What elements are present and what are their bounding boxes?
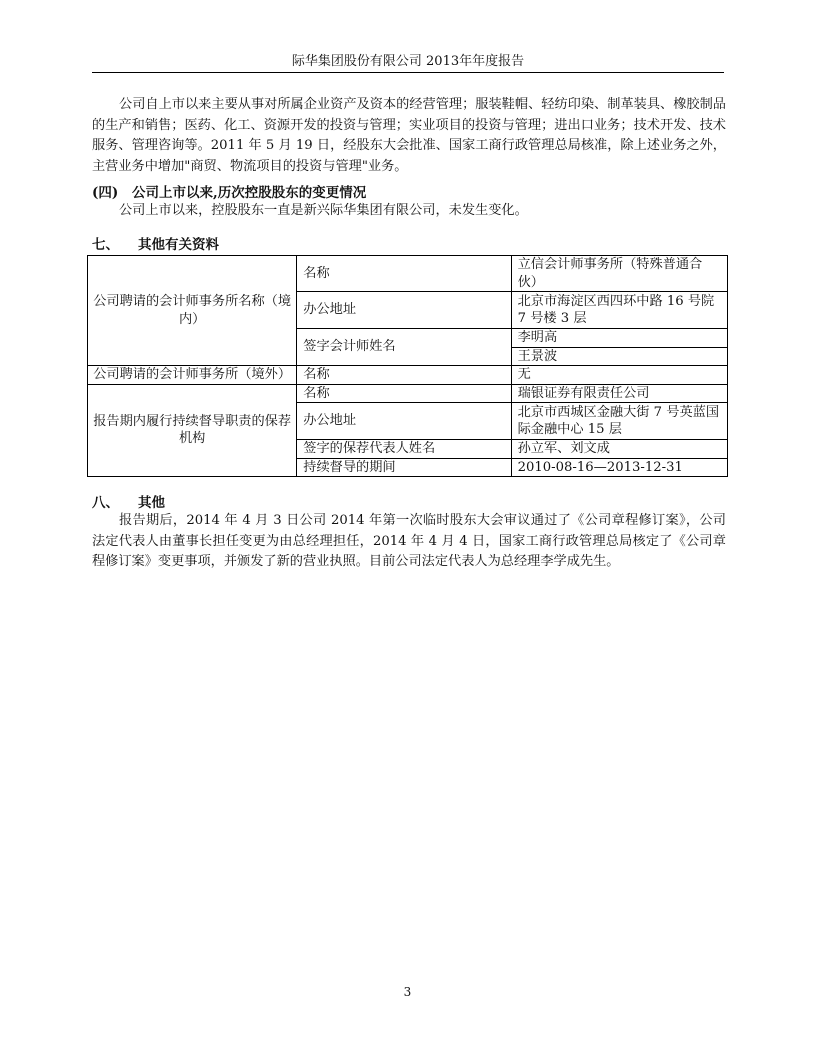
page-number: 3 <box>403 985 412 999</box>
domestic-firm-label: 公司聘请的会计师事务所名称（境内） <box>88 256 297 366</box>
section-four-title: 公司上市以来,历次控股股东的变更情况 <box>132 185 367 201</box>
header-divider <box>92 72 724 73</box>
section-four-heading <box>92 184 366 202</box>
sponsor-rep-label: 签字的保荐代表人姓名 <box>297 440 511 459</box>
domestic-signer-label: 签字会计师姓名 <box>297 329 511 366</box>
section-eight-heading <box>92 494 165 512</box>
overseas-name-label: 名称 <box>297 366 511 385</box>
domestic-address-value: 北京市海淀区西四环中路 16 号院 7 号楼 3 层 <box>511 292 727 329</box>
domestic-name-label: 名称 <box>297 256 511 292</box>
domestic-name-value: 立信会计师事务所（特殊普通合伙） <box>511 256 727 292</box>
domestic-address-label: 办公地址 <box>297 292 511 329</box>
page-header: 际华集团股份有限公司 2013年年度报告 <box>291 54 525 69</box>
table-row <box>88 384 728 403</box>
other-info-table <box>87 255 728 477</box>
sponsor-address-label: 办公地址 <box>297 403 511 440</box>
sponsor-period-value: 2010-08-16—2013-12-31 <box>511 458 727 477</box>
domestic-signer-2: 王景波 <box>511 347 727 366</box>
overseas-name-value: 无 <box>511 366 727 385</box>
sponsor-address-value: 北京市西城区金融大街 7 号英蓝国际金融中心 15 层 <box>511 403 727 440</box>
intro-paragraph: 公司自上市以来主要从事对所属企业资产及资本的经营管理；服装鞋帽、轻纺印染、制革装具、橡胶制品的生产和销售；医药、化工、资源开发的投资与管理；实业项目的投资与管理；进出口业务；技术开发、技术服务、管理咨询等。2011 年 5 月 19 日，经股东大会批准、国家工商行政管理总局核准，除上述业务之外，主营业务中增加"商贸、物流项目的投资与管理"业务。 <box>92 97 726 174</box>
section-four-paragraph: 公司上市以来，控股股东一直是新兴际华集团有限公司，未发生变化。 <box>119 203 528 218</box>
overseas-firm-label: 公司聘请的会计师事务所（境外） <box>88 366 297 385</box>
section-eight-title: 其他 <box>138 495 165 511</box>
table-row <box>88 366 728 385</box>
section-seven-heading <box>92 236 219 254</box>
section-four-number: (四) <box>92 185 119 201</box>
section-seven-number: 七、 <box>92 237 119 253</box>
domestic-signer-1: 李明高 <box>511 329 727 348</box>
section-seven-title: 其他有关资料 <box>138 237 219 253</box>
sponsor-name-label: 名称 <box>297 384 511 403</box>
table-row <box>88 256 728 292</box>
sponsor-rep-value: 孙立军、刘文成 <box>511 440 727 459</box>
sponsor-label: 报告期内履行持续督导职责的保荐机构 <box>88 384 297 477</box>
section-eight-number: 八、 <box>92 495 119 511</box>
sponsor-name-value: 瑞银证券有限责任公司 <box>511 384 727 403</box>
section-eight-paragraph: 报告期后，2014 年 4 月 3 日公司 2014 年第一次临时股东大会审议通过了《公司章程修订案》，公司法定代表人由董事长担任变更为由总经理担任，2014 年 4 月 4 日，国家工商行政管理总局核定了《公司章程修订案》变更事项，并颁发了新的营业执照。目前公司法定代表人为总经理李学成先生。 <box>92 513 726 569</box>
sponsor-period-label: 持续督导的期间 <box>297 458 511 477</box>
